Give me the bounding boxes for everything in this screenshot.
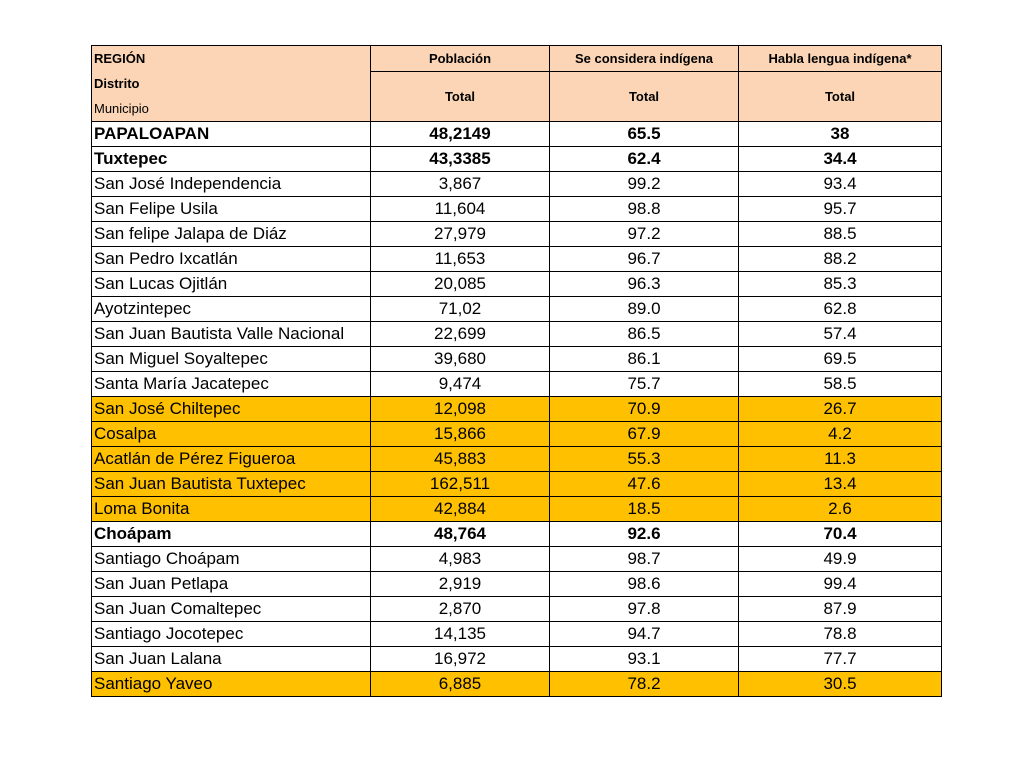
indigenous-percent-cell: 94.7 [550,622,739,647]
municipality-name-cell: Acatlán de Pérez Figueroa [92,447,371,472]
language-percent-cell: 13.4 [739,472,942,497]
language-percent-cell: 49.9 [739,547,942,572]
table-row [92,547,942,572]
table-row [92,647,942,672]
municipality-name-cell: San Miguel Soyaltepec [92,347,371,372]
indigenous-total-header: Total [550,72,739,122]
table-row [92,447,942,472]
language-percent-cell: 93.4 [739,172,942,197]
indigenous-percent-cell: 47.6 [550,472,739,497]
population-cell: 2,870 [371,597,550,622]
population-cell: 71,02 [371,297,550,322]
municipality-name-cell: San Felipe Usila [92,197,371,222]
language-percent-cell: 85.3 [739,272,942,297]
language-percent-cell: 99.4 [739,572,942,597]
population-cell: 3,867 [371,172,550,197]
language-percent-cell: 88.5 [739,222,942,247]
population-table [91,45,942,697]
municipality-label: Municipio [94,101,149,116]
table-row [92,147,942,172]
language-total-header: Total [739,72,942,122]
indigenous-percent-cell: 98.6 [550,572,739,597]
language-percent-cell: 34.4 [739,147,942,172]
language-percent-cell: 70.4 [739,522,942,547]
language-percent-cell: 38 [739,122,942,147]
municipality-name-cell: San José Independencia [92,172,371,197]
language-percent-cell: 26.7 [739,397,942,422]
population-cell: 2,919 [371,572,550,597]
population-total-header: Total [371,72,550,122]
language-percent-cell: 87.9 [739,597,942,622]
table-row [92,247,942,272]
municipality-name-cell: San Juan Bautista Valle Nacional [92,322,371,347]
table-row [92,597,942,622]
municipality-name-cell: Cosalpa [92,422,371,447]
population-cell: 39,680 [371,347,550,372]
table-row [92,322,942,347]
municipality-name-cell: Santiago Jocotepec [92,622,371,647]
indigenous-percent-cell: 86.1 [550,347,739,372]
population-cell: 45,883 [371,447,550,472]
region-label: REGIÓN [94,51,146,66]
population-cell: 48,764 [371,522,550,547]
municipality-name-cell: San Juan Bautista Tuxtepec [92,472,371,497]
population-cell: 11,604 [371,197,550,222]
municipality-name-cell: San Juan Petlapa [92,572,371,597]
indigenous-percent-cell: 98.8 [550,197,739,222]
table-row [92,672,942,697]
municipality-name-cell: Choápam [92,522,371,547]
language-percent-cell: 78.8 [739,622,942,647]
language-percent-cell: 58.5 [739,372,942,397]
population-cell: 14,135 [371,622,550,647]
municipality-name-cell: Santiago Yaveo [92,672,371,697]
table-body [92,122,942,697]
indigenous-percent-cell: 96.7 [550,247,739,272]
municipality-name-cell: Santiago Choápam [92,547,371,572]
population-cell: 15,866 [371,422,550,447]
indigenous-percent-cell: 96.3 [550,272,739,297]
municipality-name-cell: Ayotzintepec [92,297,371,322]
table-row [92,622,942,647]
table-row [92,272,942,297]
language-percent-cell: 11.3 [739,447,942,472]
indigenous-percent-cell: 98.7 [550,547,739,572]
indigenous-percent-cell: 92.6 [550,522,739,547]
table-row [92,172,942,197]
language-percent-cell: 2.6 [739,497,942,522]
table-row [92,522,942,547]
district-label: Distrito [94,76,140,91]
indigenous-percent-cell: 67.9 [550,422,739,447]
municipality-name-cell: San felipe Jalapa de Diáz [92,222,371,247]
population-cell: 27,979 [371,222,550,247]
municipality-name-cell: PAPALOAPAN [92,122,371,147]
population-cell: 11,653 [371,247,550,272]
population-cell: 20,085 [371,272,550,297]
municipality-name-cell: Loma Bonita [92,497,371,522]
population-cell: 22,699 [371,322,550,347]
indigenous-percent-cell: 70.9 [550,397,739,422]
indigenous-percent-cell: 97.8 [550,597,739,622]
population-cell: 43,3385 [371,147,550,172]
table-row [92,397,942,422]
language-percent-cell: 57.4 [739,322,942,347]
municipality-name-cell: Tuxtepec [92,147,371,172]
municipality-name-cell: San Juan Comaltepec [92,597,371,622]
indigenous-percent-cell: 99.2 [550,172,739,197]
indigenous-percent-cell: 97.2 [550,222,739,247]
table-row [92,222,942,247]
table-row [92,497,942,522]
language-percent-cell: 77.7 [739,647,942,672]
population-cell: 16,972 [371,647,550,672]
table-row [92,572,942,597]
population-header: Población [371,46,550,72]
population-cell: 12,098 [371,397,550,422]
indigenous-percent-cell: 65.5 [550,122,739,147]
table-row [92,472,942,497]
population-cell: 6,885 [371,672,550,697]
indigenous-percent-cell: 75.7 [550,372,739,397]
table-row [92,197,942,222]
indigenous-header: Se considera indígena [550,46,739,72]
language-header: Habla lengua indígena* [739,46,942,72]
table-row [92,422,942,447]
indigenous-percent-cell: 18.5 [550,497,739,522]
municipality-name-cell: Santa María Jacatepec [92,372,371,397]
language-percent-cell: 4.2 [739,422,942,447]
municipality-name-cell: San José Chiltepec [92,397,371,422]
region-header-cell [92,46,371,122]
table-row [92,122,942,147]
population-cell: 162,511 [371,472,550,497]
population-cell: 48,2149 [371,122,550,147]
language-percent-cell: 95.7 [739,197,942,222]
indigenous-percent-cell: 62.4 [550,147,739,172]
population-cell: 9,474 [371,372,550,397]
language-percent-cell: 62.8 [739,297,942,322]
municipality-name-cell: San Juan Lalana [92,647,371,672]
indigenous-percent-cell: 86.5 [550,322,739,347]
language-percent-cell: 30.5 [739,672,942,697]
table-row [92,372,942,397]
indigenous-percent-cell: 93.1 [550,647,739,672]
language-percent-cell: 69.5 [739,347,942,372]
language-percent-cell: 88.2 [739,247,942,272]
indigenous-percent-cell: 89.0 [550,297,739,322]
population-cell: 42,884 [371,497,550,522]
indigenous-percent-cell: 78.2 [550,672,739,697]
header-row-top [92,46,942,72]
table-row [92,297,942,322]
municipality-name-cell: San Lucas Ojitlán [92,272,371,297]
municipality-name-cell: San Pedro Ixcatlán [92,247,371,272]
population-cell: 4,983 [371,547,550,572]
indigenous-percent-cell: 55.3 [550,447,739,472]
table-row [92,347,942,372]
